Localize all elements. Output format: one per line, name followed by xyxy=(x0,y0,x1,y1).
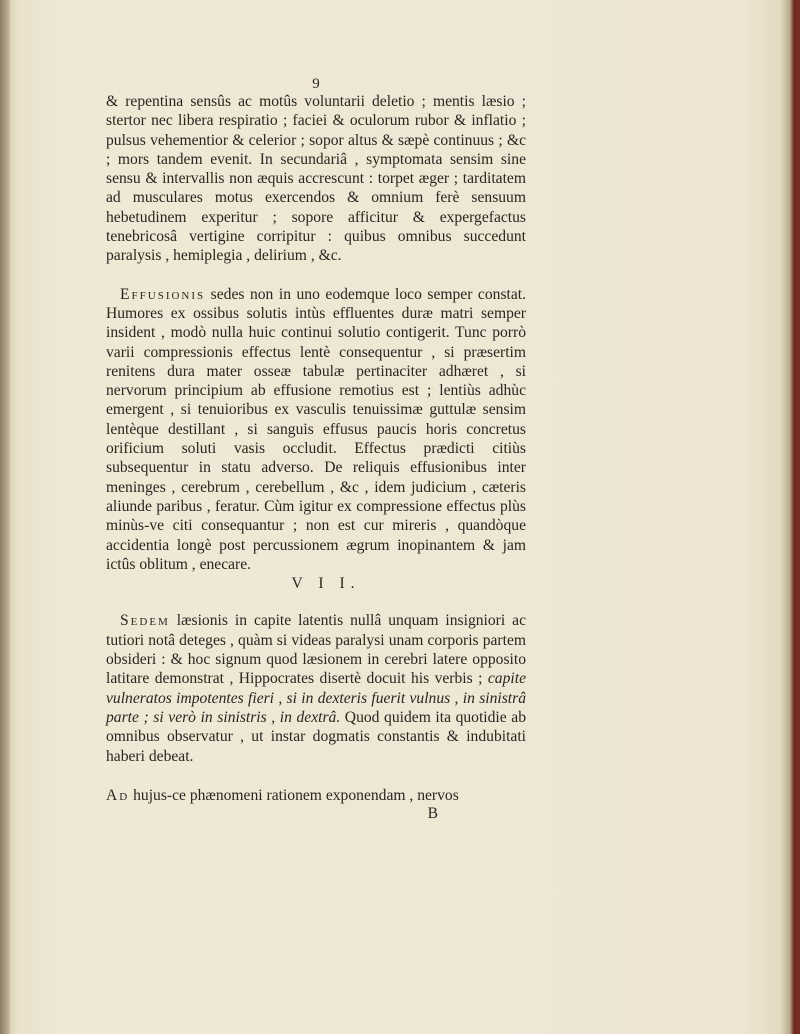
page-text-block xyxy=(106,76,526,823)
paragraph-explanation xyxy=(106,786,526,805)
paragraph-lead-word: Ad xyxy=(106,786,130,804)
paragraph-body: læsionis in capite latentis nullâ unquam insigniori ac tutiori notâ deteges , quàm si videas paralysi unam corporis partem obsideri : & hoc signum quod læsionem in cerebri latere opposito latitare demonstrat , Hippocrates disertè docuit his verbis ; xyxy=(106,612,526,688)
paragraph-effusion xyxy=(106,285,526,574)
paragraph-symptoms: & repentina sensûs ac motûs voluntarii deletio ; mentis læsio ; stertor nec libera respiratio ; faciei & oculorum rubor & inflatio ; pulsus vehementior & celerior ; sopor altus & sæpè continuus ; &c ; mors tandem evenit. In secundariâ , symptomata sensim sine sensu & intervallis non æquis accrescunt : torpet æger ; tarditatem ad musculares motus exercendos & omnium ferè sensuum hebetudinem experitur ; sopore afficitur & expergefactus tenebricosâ vertigine corripitur : quibus omnibus succedunt paralysis , hemiplegia , delirium , &c. xyxy=(106,93,526,265)
binding-edge xyxy=(0,0,10,1034)
paragraph-seat-of-lesion xyxy=(106,611,526,765)
section-heading: V I I. xyxy=(291,575,361,593)
paragraph-body: Quod quidem ita quotidie ab omnibus observatur , ut instar dogmatis constantis & indubitati haberi debeat. xyxy=(106,708,526,765)
paragraph-lead-word: Sedem xyxy=(120,612,170,630)
paragraph-body: sedes non in uno eodemque loco semper constat. Humores ex ossibus solutis intùs effluentes duræ matri semper insident , modò nulla huic continui solutio contigerit. Tunc porrò varii compressionis effectus lentè consequentur , si præsertim renitens dura mater osseæ tabulæ pertinaciter adhæret , si nervorum principium ab effusione remotius est ; lentiùs adhùc emergent , si tenuioribus ex vasculis tenuissimæ guttulæ sensim lentèque destillant , si sanguis effusus paucis horis concretus orificium soluti vasis occludit. Effectus prædicti citiùs subsequentur in statu adverso. De reliquis effusionibus inter meninges , cerebrum , cerebellum , &c , idem judicium , cæteris aliunde paribus , feratur. Cùm igitur ex compressione effectus plùs minùs-ve citi consequantur ; non est cur mireris , quandòque accidentia longè post percussionem ægrum inopinantem & jam ictûs oblitum , enecare. xyxy=(106,285,526,573)
paragraph-body: hujus-ce phænomeni rationem exponendam , nervos xyxy=(129,786,459,804)
paragraph-lead-word: Effusionis xyxy=(120,285,206,303)
page-number: 9 xyxy=(312,76,320,92)
hippocrates-quote: capite vulneratos impotentes fieri , si in dexteris fuerit vulnus , in sinistrâ parte ; si verò in sinistris , in dextrâ. xyxy=(106,670,526,726)
signature-mark: B xyxy=(427,805,438,823)
